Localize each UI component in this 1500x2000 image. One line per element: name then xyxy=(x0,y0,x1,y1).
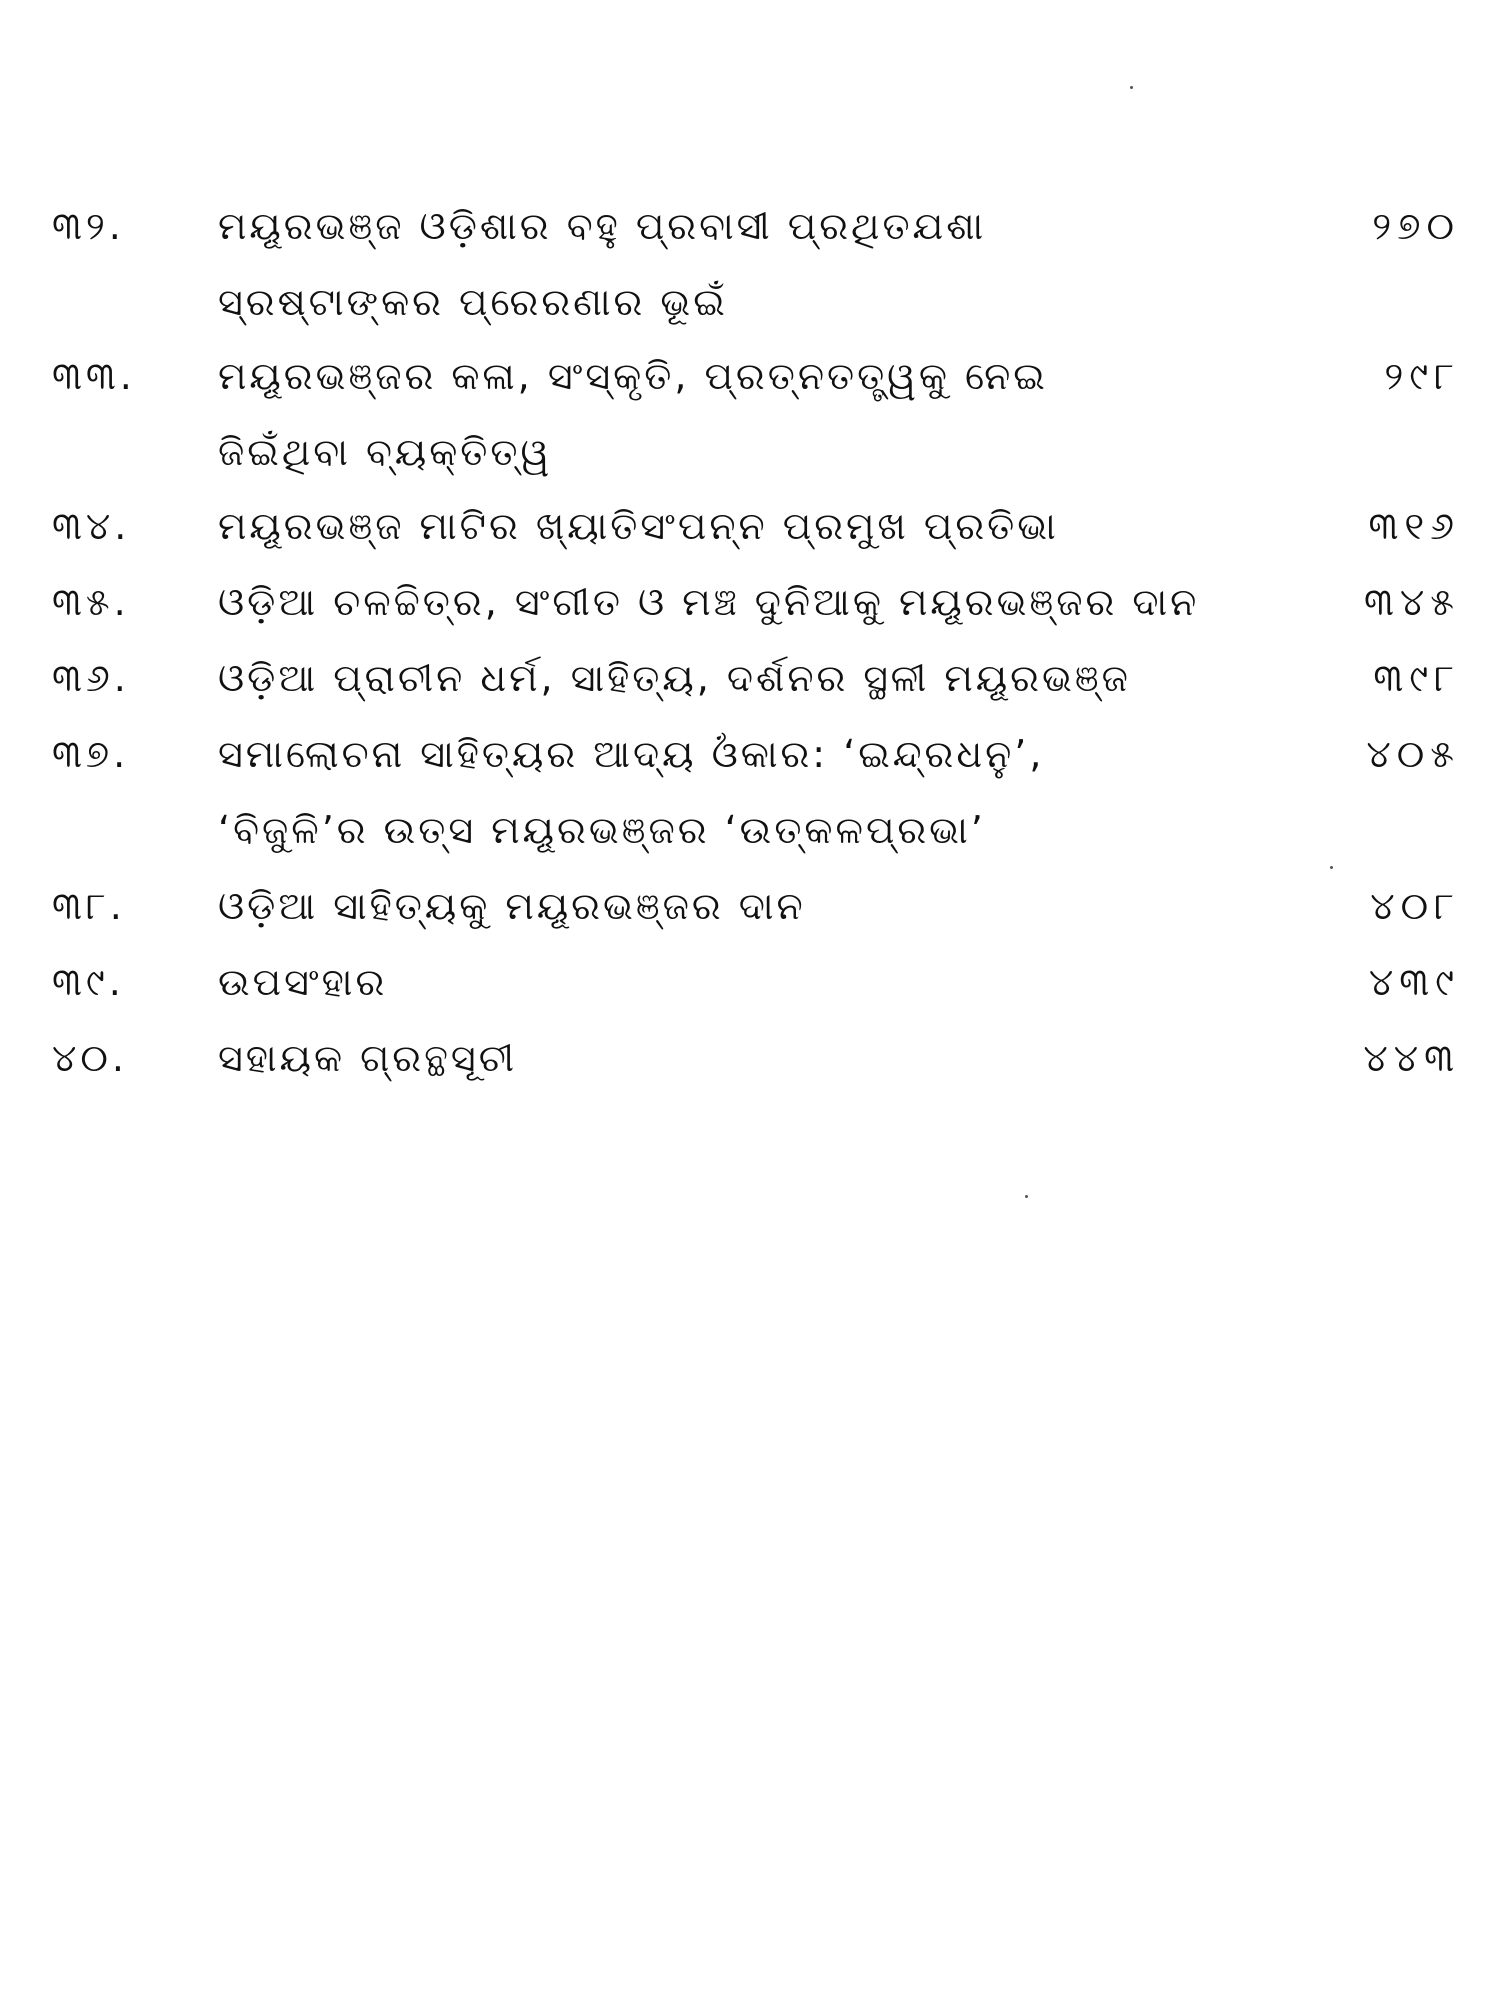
chapter-title-line: ସହାୟକ ଗ୍ରନ୍ଥସୂଚୀ xyxy=(218,1036,517,1080)
chapter-title xyxy=(218,564,1199,640)
chapter-title-line: ମୟୂରଭଞ୍ଜ ମାଟିର ଖ୍ୟାତିସଂପନ୍ନ ପ୍ରମୁଖ ପ୍ରତିଭା xyxy=(218,504,1059,548)
chapter-number: ୩୪. xyxy=(52,504,131,548)
chapter-number: ୩୩. xyxy=(52,354,136,398)
chapter-number: ୩୯. xyxy=(52,960,125,1004)
page-number: ୪୦୮ xyxy=(1370,884,1460,928)
chapter-title xyxy=(218,488,1059,564)
chapter-title-line: ଉପସଂହାର xyxy=(218,960,388,1004)
chapter-number: ୩୬. xyxy=(52,656,130,700)
chapter-title xyxy=(218,338,1048,490)
paper-speck xyxy=(1330,866,1333,869)
chapter-title-line: ‘ବିଜୁଳି’ର ଉତ୍ସ ମୟୂରଭଞ୍ଜର ‘ଉତ୍କଳପ୍ରଭା’ xyxy=(218,808,986,852)
chapter-number: ୩୨. xyxy=(52,204,125,248)
chapter-title xyxy=(218,716,1044,868)
page-number: ୩୪୫ xyxy=(1364,580,1460,624)
chapter-number: ୩୮. xyxy=(52,884,126,928)
chapter-title xyxy=(218,188,986,340)
chapter-title xyxy=(218,1020,517,1096)
chapter-title xyxy=(218,868,806,944)
chapter-title-line: ମୟୂରଭଞ୍ଜ ଓଡ଼ିଶାର ବହୁ ପ୍ରବାସୀ ପ୍ରଥିତଯଶା xyxy=(218,204,987,248)
chapter-number: ୩୭. xyxy=(52,732,130,776)
chapter-number: ୩୫. xyxy=(52,580,130,624)
chapter-title-line: ମୟୂରଭଞ୍ଜର କଳା, ସଂସ୍କୃତି, ପ୍ରତ୍ନତତ୍ତ୍ୱକୁ ନେଇ xyxy=(218,354,1048,398)
page-number: ୩୯୮ xyxy=(1373,656,1460,700)
chapter-title xyxy=(218,640,1131,716)
page-number: ୩୧୬ xyxy=(1368,504,1460,548)
page-number: ୪୦୫ xyxy=(1366,732,1460,776)
page-number: ୨୯୮ xyxy=(1384,354,1460,398)
chapter-title xyxy=(218,944,387,1020)
chapter-number: ୪୦. xyxy=(52,1036,128,1080)
chapter-title-line: ଓଡ଼ିଆ ଚଳଚ୍ଚିତ୍ର, ସଂଗୀତ ଓ ମଞ୍ଚ ଦୁନିଆକୁ ମୟୂରଭଞ୍ଜର ଦାନ xyxy=(218,580,1200,624)
chapter-title-line: ସ୍ରଷ୍ଟାଙ୍କର ପ୍ରେରଣାର ଭୂଇଁ xyxy=(218,280,728,324)
page-number: ୪୪୩ xyxy=(1363,1036,1460,1080)
chapter-title-line: ଓଡ଼ିଆ ପ୍ରାଚୀନ ଧର୍ମ, ସାହିତ୍ୟ, ଦର୍ଶନର ସ୍ଥଳୀ ମୟୂରଭଞ୍ଜ xyxy=(218,656,1131,700)
chapter-title-line: ଓଡ଼ିଆ ସାହିତ୍ୟକୁ ମୟୂରଭଞ୍ଜର ଦାନ xyxy=(218,884,806,928)
chapter-title-line: ଜିଇଁଥିବା ବ୍ୟକ୍ତିତ୍ୱ xyxy=(218,430,553,474)
paper-speck xyxy=(1025,1195,1028,1198)
chapter-title-line: ସମାଲୋଚନା ସାହିତ୍ୟର ଆଦ୍ୟ ଓଁକାର: ‘ଇନ୍ଦ୍ରଧନୁ’, xyxy=(218,732,1045,776)
page-number: ୨୭୦ xyxy=(1372,204,1460,248)
page-number: ୪୩୯ xyxy=(1368,960,1460,1004)
paper-speck xyxy=(1130,86,1133,89)
